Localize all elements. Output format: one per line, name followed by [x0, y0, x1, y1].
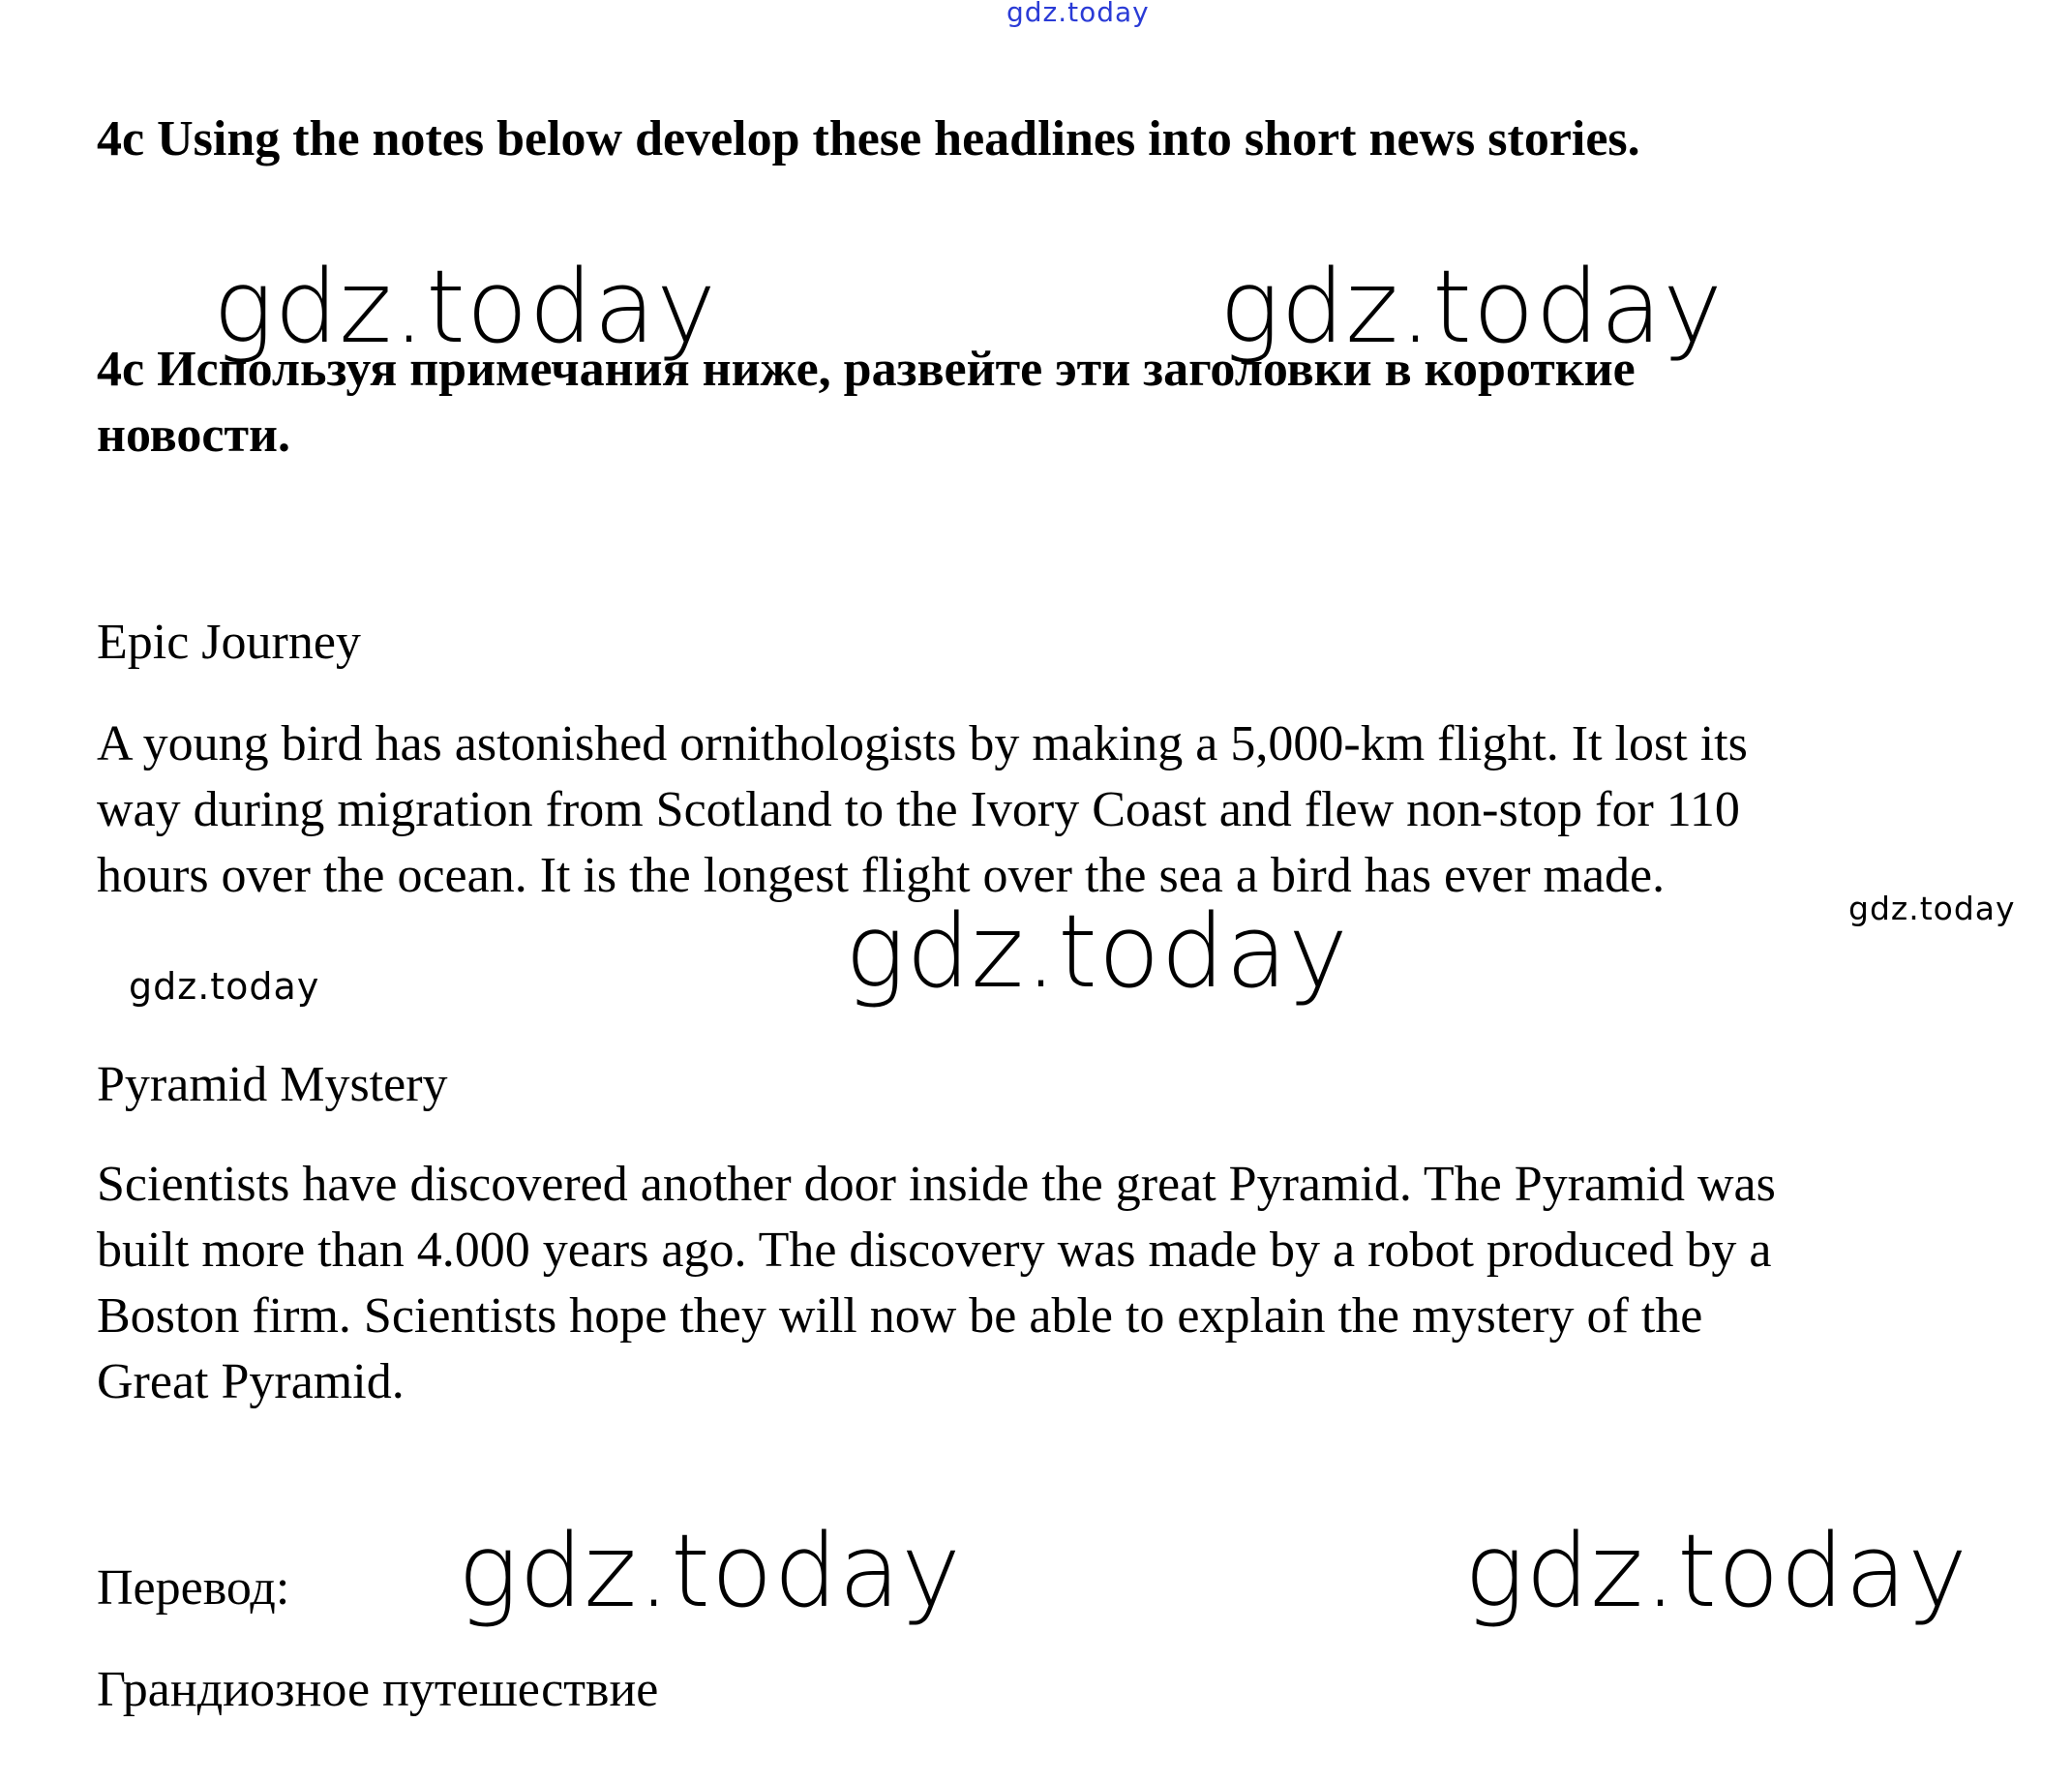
watermark-4: gdz.today: [845, 892, 1349, 1011]
watermark-top: gdz.today: [1006, 0, 1150, 28]
task-heading-ru-line-1: 4c Используя примечания ниже, развейте эти заголовки в короткие: [97, 342, 1636, 397]
story-title-pyramid-mystery: Pyramid Mystery: [97, 1057, 448, 1112]
watermark-7: gdz.today: [1464, 1512, 1968, 1630]
story-line: way during migration from Scotland to the Ivory Coast and flew non-stop for 110: [97, 782, 1740, 837]
story-line: Great Pyramid.: [97, 1354, 405, 1409]
watermark-6: gdz.today: [458, 1512, 962, 1630]
task-heading-ru-line-2: новости.: [97, 408, 290, 463]
story-line: Boston firm. Scientists hope they will now be able to explain the mystery of the: [97, 1288, 1703, 1344]
watermark-2: gdz.today: [1219, 248, 1724, 366]
story-line: A young bird has astonished ornithologists by making a 5,000-km flight. It lost its: [97, 716, 1748, 771]
task-heading-en: 4c Using the notes below develop these headlines into short news stories.: [97, 111, 1640, 166]
story-line: Scientists have discovered another door inside the great Pyramid. The Pyramid was: [97, 1157, 1776, 1212]
story-body-epic-journey: [97, 711, 2032, 909]
watermark-1: gdz.today: [213, 248, 717, 366]
story-line: hours over the ocean. It is the longest flight over the sea a bird has ever made.: [97, 848, 1666, 903]
story-body-pyramid-mystery: [97, 1152, 2032, 1415]
translation-label: Перевод:: [97, 1560, 290, 1616]
watermark-3: gdz.today: [1848, 890, 2016, 927]
story-line: built more than 4.000 years ago. The discovery was made by a robot produced by a: [97, 1223, 1772, 1278]
story-title-epic-journey: Epic Journey: [97, 615, 361, 670]
watermark-5: gdz.today: [129, 965, 320, 1008]
translation-first-title: Грандиозное путешествие: [97, 1662, 659, 1717]
